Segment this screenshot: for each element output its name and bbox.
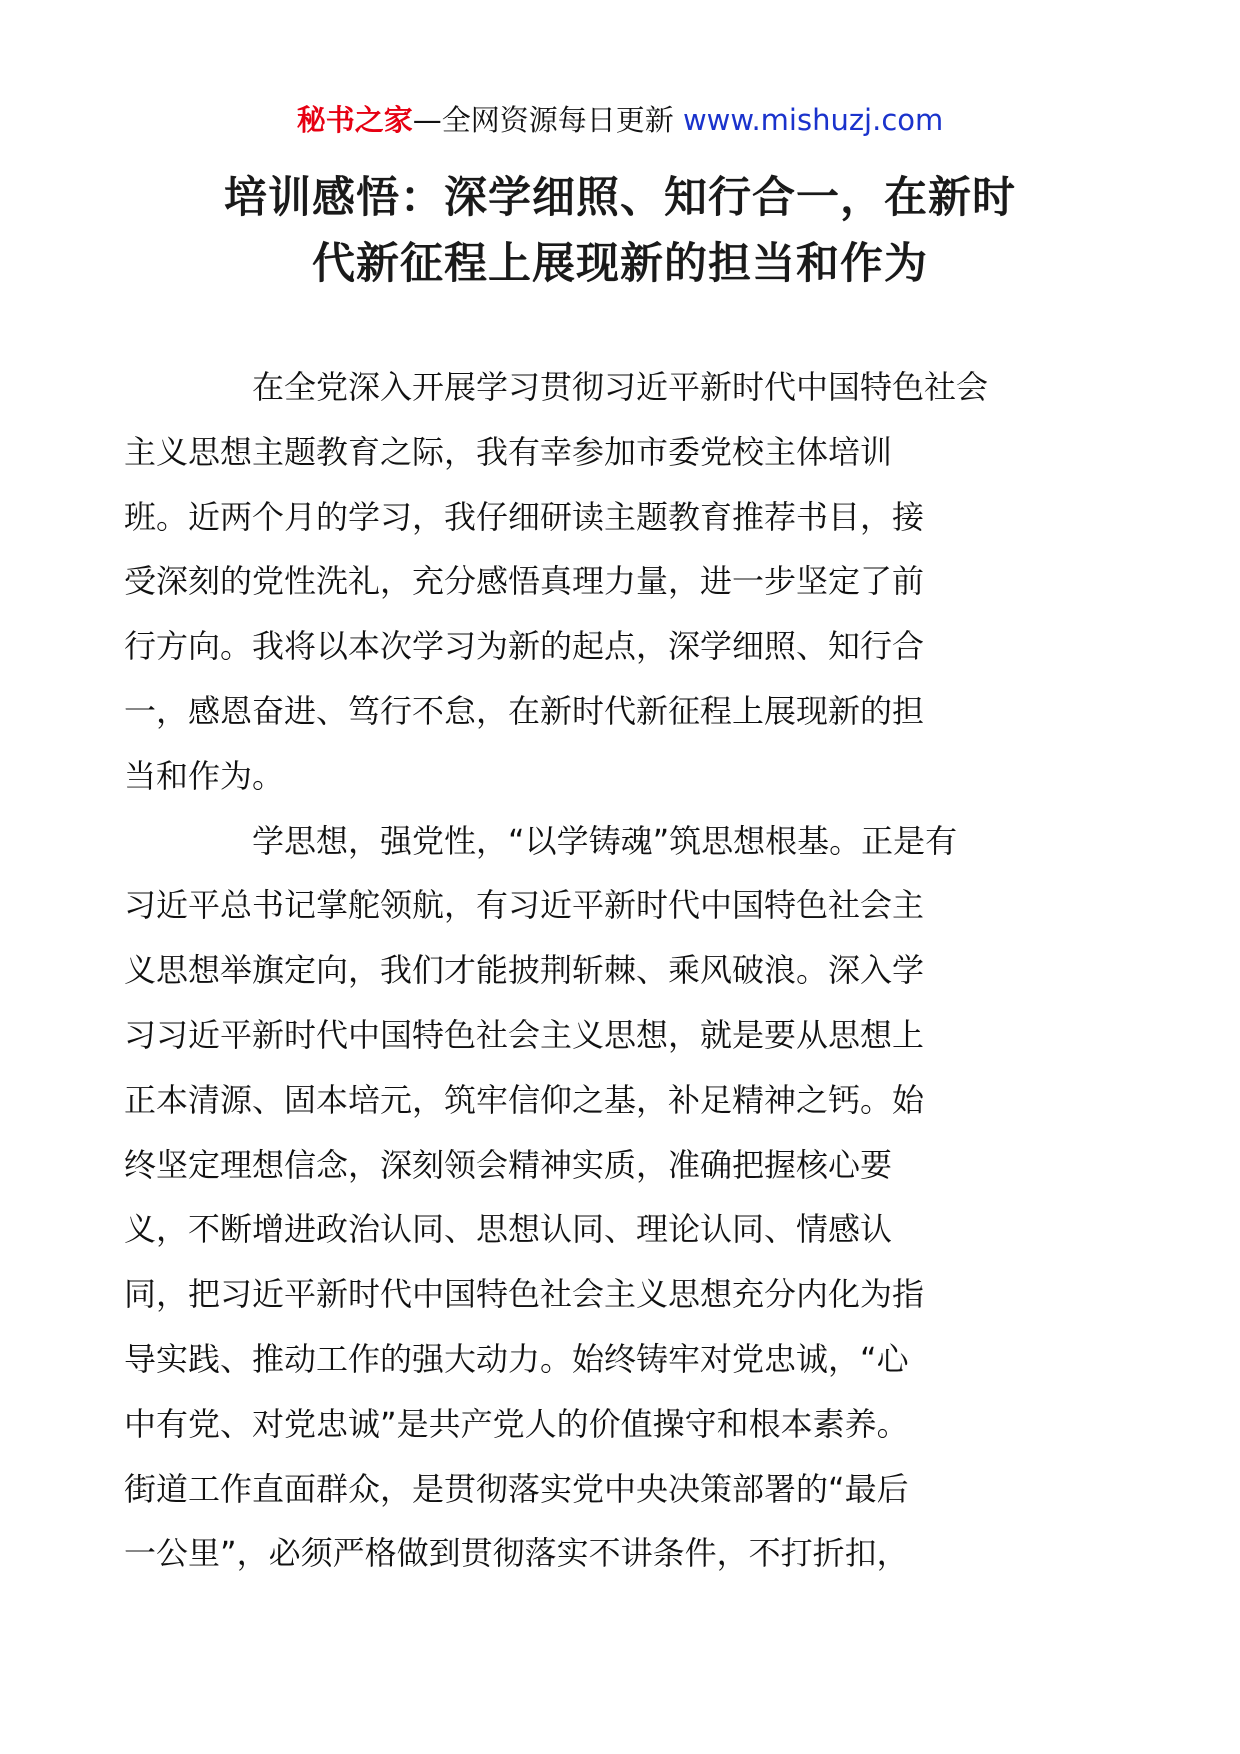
site-url-link[interactable]: www.mishuzj.com	[682, 103, 944, 137]
paragraph-line: 学思想，强党性，“以学铸魂”筑思想根基。正是有	[252, 821, 958, 860]
document-body	[124, 355, 1054, 1586]
paragraph-line: 主义思想主题教育之际，我有幸参加市委党校主体培训	[124, 432, 893, 471]
paragraph-line: 中有党、对党忠诚”是共产党人的价值操守和根本素养。	[124, 1404, 909, 1443]
paragraph-line: 一，感恩奋进、笃行不怠，在新时代新征程上展现新的担	[124, 691, 925, 730]
paragraph-line: 正本清源、固本培元，筑牢信仰之基，补足精神之钙。始	[124, 1080, 925, 1119]
site-slogan: —全网资源每日更新	[412, 103, 674, 137]
paragraph-line: 义，不断增进政治认同、思想认同、理论认同、情感认	[124, 1210, 893, 1249]
document-title-line-1: 培训感悟：深学细照、知行合一，在新时	[224, 173, 1016, 223]
paragraph-line: 行方向。我将以本次学习为新的起点，深学细照、知行合	[124, 627, 925, 666]
paragraph-line: 受深刻的党性洗礼，充分感悟真理力量，进一步坚定了前	[124, 562, 925, 601]
paragraph-line: 终坚定理想信念，深刻领会精神实质，准确把握核心要	[124, 1145, 893, 1184]
paragraph-line: 一公里”，必须严格做到贯彻落实不讲条件，不打折扣，	[124, 1534, 909, 1573]
paragraph-line: 义思想举旗定向，我们才能披荆斩棘、乘风破浪。深入学	[124, 951, 925, 990]
paragraph-line: 当和作为。	[124, 756, 285, 795]
paragraph-line: 习习近平新时代中国特色社会主义思想，就是要从思想上	[124, 1015, 925, 1054]
site-brand: 秘书之家	[296, 103, 413, 137]
document-title-line-2: 代新征程上展现新的担当和作为	[312, 239, 928, 289]
paragraph-line: 导实践、推动工作的强大动力。始终铸牢对党忠诚，“心	[124, 1339, 909, 1378]
paragraph-line: 街道工作直面群众，是贯彻落实党中央决策部署的“最后	[124, 1469, 909, 1508]
paragraph-line: 习近平总书记掌舵领航，有习近平新时代中国特色社会主	[124, 886, 925, 925]
paragraph-line: 在全党深入开展学习贯彻习近平新时代中国特色社会	[252, 368, 989, 406]
paragraph-line: 班。近两个月的学习，我仔细研读主题教育推荐书目，接	[124, 497, 925, 536]
paragraph-1	[124, 355, 1054, 809]
site-header	[0, 100, 1240, 140]
paragraph-2	[124, 809, 1054, 1587]
paragraph-line: 同，把习近平新时代中国特色社会主义思想充分内化为指	[124, 1275, 925, 1314]
document-title	[150, 165, 1090, 297]
